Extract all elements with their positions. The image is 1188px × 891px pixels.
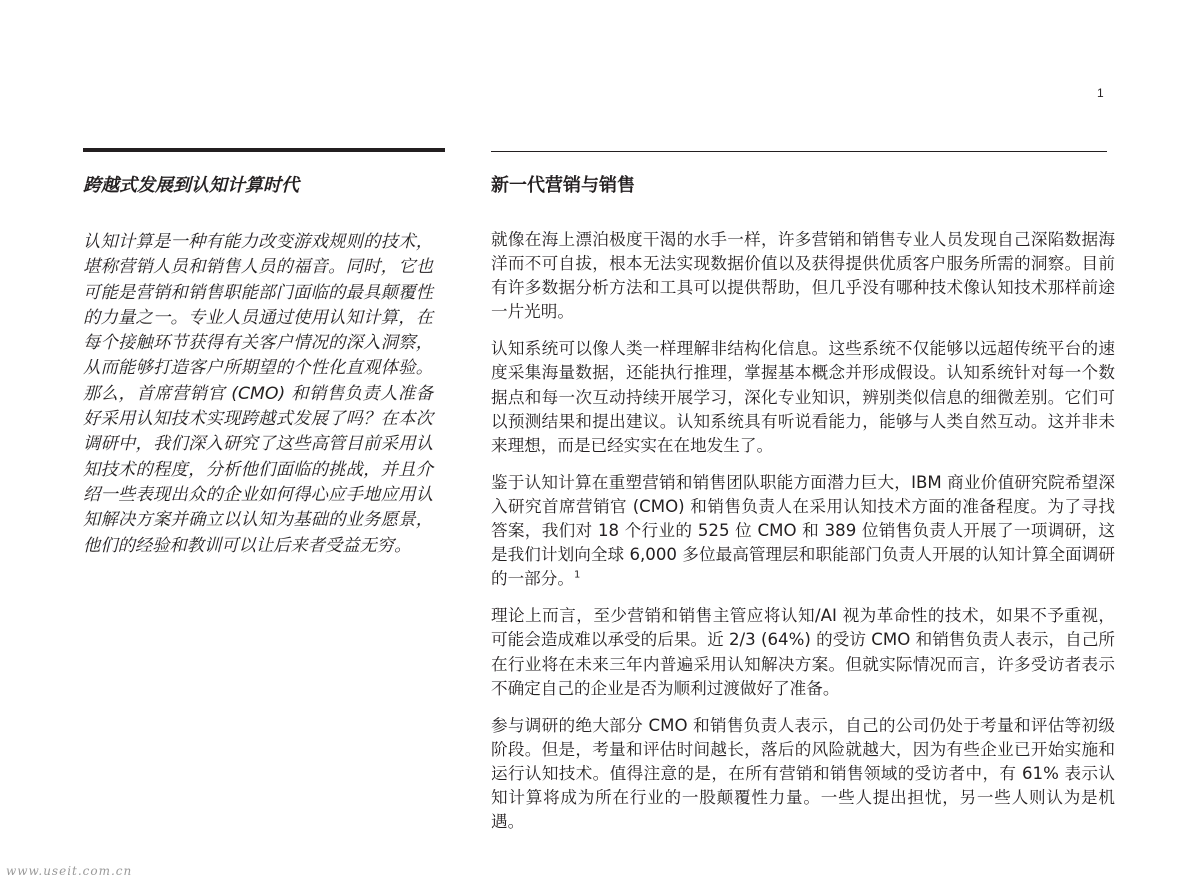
right-column-top-rule (491, 151, 1107, 152)
body-paragraph-4: 理论上而言，至少营销和销售主管应将认知/AI 视为革命性的技术，如果不予重视，可能会造成难以承受的后果。近 2/3 (64%) 的受访 CMO 和销售负责人表示，自己所在行业将在未来三年内普遍采用认知解决方案。但就实际情况而言，许多受访者表示不确定自己的企业是否为顺利过渡做好了准备。 (491, 606, 1115, 698)
watermark: www.useit.com.cn (6, 864, 133, 878)
right-column (491, 172, 1115, 847)
body-paragraph-3-text: 鉴于认知计算在重塑营销和销售团队职能方面潜力巨大，IBM 商业价值研究院希望深入研究首席营销官 (CMO) 和销售负责人在采用认知技术方面的准备程度。为了寻找答案，我们对 18 个行业的 525 位 CMO 和 389 位销售负责人开展了一项调研，这是我们计划向全球 6,000 多位最高管理层和职能部门负责人开展的认知计算全面调研的一部分。 (491, 472, 1115, 589)
body-paragraph-1: 就像在海上漂泊极度干渴的水手一样，许多营销和销售专业人员发现自己深陷数据海洋而不可自拔，根本无法实现数据价值以及获得提供优质客户服务所需的洞察。目前有许多数据分析方法和工具可以提供帮助，但几乎没有哪种技术像认知技术那样前途一片光明。 (491, 230, 1115, 322)
body-paragraph-5: 参与调研的绝大部分 CMO 和销售负责人表示，自己的公司仍处于考量和评估等初级阶段。但是，考量和评估时间越长，落后的风险就越大，因为有些企业已开始实施和运行认知技术。值得注意的是，在所有营销和销售领域的受访者中，有 61% 表示认知计算将成为所在行业的一股颠覆性力量。一些人提出担忧，另一些人则认为是机遇。 (491, 715, 1115, 832)
body-paragraph-3 (491, 471, 1115, 591)
body-paragraphs (491, 228, 1115, 834)
footnote-marker[interactable]: 1 (573, 569, 581, 581)
left-section-title: 跨越式发展到认知计算时代 (83, 175, 299, 196)
intro-paragraph: 认知计算是一种有能力改变游戏规则的技术，堪称营销人员和销售人员的福音。同时，它也可能是营销和销售职能部门面临的最具颠覆性的力量之一。专业人员通过使用认知计算，在每个接触环节获得有关客户情况的深入洞察，从而能够打造客户所期望的个性化直观体验。那么，首席营销官 (CMO) 和销售负责人准备好采用认知技术实现跨越式发展了吗？在本次调研中，我们深入研究了这些高管目前采用认知技术的程度，分析他们面临的挑战，并且介绍一些表现出众的企业如何得心应手地应用认知解决方案并确立以认知为基础的业务愿景，他们的经验和教训可以让后来者受益无穷。 (83, 232, 433, 556)
right-section-title: 新一代营销与销售 (491, 175, 635, 196)
page-number: 1 (1097, 86, 1104, 100)
left-column-top-rule (83, 148, 445, 152)
body-paragraph-2: 认知系统可以像人类一样理解非结构化信息。这些系统不仅能够以远超传统平台的速度采集海量数据，还能执行推理，掌握基本概念并形成假设。认知系统针对每一个数据点和每一次互动持续开展学习，深化专业知识，辨别类似信息的细微差别。它们可以预测结果和提出建议。认知系统具有听说看能力，能够与人类自然互动。这并非未来理想，而是已经实实在在地发生了。 (491, 339, 1115, 455)
left-column (83, 172, 433, 559)
